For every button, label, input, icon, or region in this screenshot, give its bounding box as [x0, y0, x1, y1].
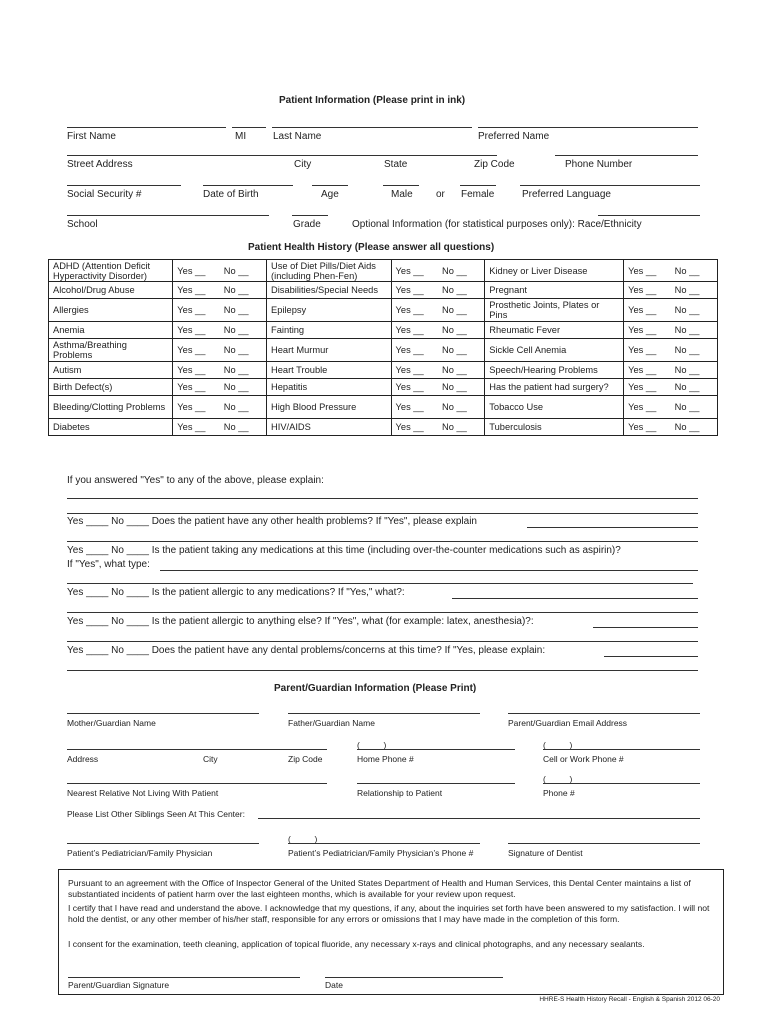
dental-problems-question: Yes ____ No ____ Does the patient have any dental problems/concerns at this time? If "Yes, please explain: [67, 645, 546, 656]
oig-notice: Pursuant to an agreement with the Office of Inspector General of the United States Department of Health and Human Services, this Dental Center maintains a list of substantiated incidents of patient harm over the last eighteen months, which is available for your review upon request. [68, 878, 691, 899]
cell-phone-label: Cell or Work Phone # [543, 754, 624, 764]
consent-statement: I consent for the examination, teeth cleaning, application of topical fluoride, any necessary x-rays and clinical photographs, and any necessary sealants. [68, 939, 645, 949]
guardian-signature-label: Parent/Guardian Signature [68, 980, 170, 990]
no-option[interactable]: No __ [671, 260, 718, 282]
condition-cell: Prosthetic Joints, Plates or Pins [485, 299, 624, 322]
no-option[interactable]: No __ [220, 299, 267, 322]
condition-cell: Diabetes [49, 419, 173, 436]
phone-line[interactable] [555, 155, 698, 156]
relative-label: Nearest Relative Not Living With Patient [67, 788, 219, 798]
med-allergy-line[interactable] [452, 598, 698, 599]
condition-cell: Epilepsy [267, 299, 392, 322]
dentist-signature-label: Signature of Dentist [508, 848, 583, 858]
no-option[interactable]: No __ [671, 299, 718, 322]
guardian-title: Parent/Guardian Information (Please Print) [274, 683, 477, 694]
yes-option[interactable]: Yes __ [391, 322, 438, 339]
patient-info-title: Patient Information (Please print in ink) [279, 95, 466, 106]
female-line[interactable] [460, 185, 496, 186]
mi-line[interactable] [232, 127, 266, 128]
zip-code-label: Zip Code [474, 159, 515, 170]
table-row [49, 396, 718, 419]
relationship-label: Relationship to Patient [357, 788, 443, 798]
home-paren: (_____) [357, 740, 387, 750]
condition-cell: Has the patient had surgery? [485, 379, 624, 396]
yes-option[interactable]: Yes __ [173, 299, 220, 322]
pediatrician-label: Patient’s Pediatrician/Family Physician [67, 848, 213, 858]
yes-option[interactable]: Yes __ [624, 396, 671, 419]
dental-problems-line-2[interactable] [67, 670, 698, 671]
siblings-line[interactable] [258, 818, 700, 819]
guardian-address-label: Address [67, 754, 99, 764]
state-label: State [384, 159, 408, 170]
last-name-line[interactable] [272, 127, 472, 128]
yes-option[interactable]: Yes __ [624, 339, 671, 362]
last-name-label: Last Name [273, 131, 322, 142]
date-label: Date [325, 980, 343, 990]
ssn-label: Social Security # [67, 189, 142, 200]
condition-cell: Use of Diet Pills/Diet Aids (including Phen-Fen) [267, 260, 392, 282]
no-option[interactable]: No __ [671, 362, 718, 379]
yes-option[interactable]: Yes __ [173, 379, 220, 396]
date-line[interactable] [325, 977, 503, 978]
dob-label: Date of Birth [203, 189, 259, 200]
preferred-language-label: Preferred Language [522, 189, 611, 200]
no-option[interactable]: No __ [220, 362, 267, 379]
no-option[interactable]: No __ [438, 379, 485, 396]
yes-option[interactable]: Yes __ [391, 419, 438, 436]
table-row [49, 362, 718, 379]
condition-cell: Hepatitis [267, 379, 392, 396]
condition-cell: HIV/AIDS [267, 419, 392, 436]
other-allergy-line-2[interactable] [67, 641, 698, 642]
yes-option[interactable]: Yes __ [624, 282, 671, 299]
other-allergy-line[interactable] [593, 627, 698, 628]
yes-option[interactable]: Yes __ [391, 299, 438, 322]
dentist-signature-line[interactable] [508, 843, 700, 844]
school-line[interactable] [67, 215, 269, 216]
yes-option[interactable]: Yes __ [173, 396, 220, 419]
no-option[interactable]: No __ [220, 282, 267, 299]
cell-paren: (_____) [543, 740, 573, 750]
table-row [49, 260, 718, 282]
father-label: Father/Guardian Name [288, 718, 375, 728]
med-allergy-line-2[interactable] [67, 612, 698, 613]
no-option[interactable]: No __ [438, 419, 485, 436]
condition-cell: Anemia [49, 322, 173, 339]
yes-option[interactable]: Yes __ [173, 362, 220, 379]
no-option[interactable]: No __ [220, 379, 267, 396]
footer-code: HHRE-S Health History Recall - English & Spanish 2012 06-20 [539, 996, 720, 1003]
email-label: Parent/Guardian Email Address [508, 718, 628, 728]
preferred-name-label: Preferred Name [478, 131, 550, 142]
no-option[interactable]: No __ [220, 419, 267, 436]
or-label: or [436, 189, 445, 200]
condition-cell: Autism [49, 362, 173, 379]
medications-line-2[interactable] [67, 583, 693, 584]
yes-option[interactable]: Yes __ [391, 379, 438, 396]
yes-option[interactable]: Yes __ [391, 396, 438, 419]
condition-cell: Heart Murmur [267, 339, 392, 362]
condition-cell: Heart Trouble [267, 362, 392, 379]
female-label: Female [461, 189, 495, 200]
condition-cell: Tobacco Use [485, 396, 624, 419]
yes-option[interactable]: Yes __ [624, 299, 671, 322]
history-title: Patient Health History (Please answer all questions) [248, 242, 495, 253]
street-address-label: Street Address [67, 159, 133, 170]
language-line[interactable] [520, 185, 700, 186]
mother-label: Mother/Guardian Name [67, 718, 156, 728]
yes-option[interactable]: Yes __ [624, 379, 671, 396]
explain-line-1[interactable] [67, 498, 698, 499]
table-row [49, 299, 718, 322]
cell-phone-line[interactable] [543, 749, 700, 750]
condition-cell: Kidney or Liver Disease [485, 260, 624, 282]
guardian-signature-line[interactable] [68, 977, 300, 978]
no-option[interactable]: No __ [438, 396, 485, 419]
yes-option[interactable]: Yes __ [173, 282, 220, 299]
yes-option[interactable]: Yes __ [391, 260, 438, 282]
no-option[interactable]: No __ [438, 322, 485, 339]
no-option[interactable]: No __ [438, 282, 485, 299]
no-option[interactable]: No __ [671, 379, 718, 396]
mi-label: MI [235, 131, 247, 142]
explain-line-2[interactable] [67, 513, 698, 514]
condition-cell: High Blood Pressure [267, 396, 392, 419]
ped-paren: (_____) [288, 834, 318, 844]
ped-phone-line[interactable] [288, 843, 480, 844]
siblings-label: Please List Other Siblings Seen At This Center: [67, 809, 245, 819]
explain-prompt: If you answered "Yes" to any of the above, please explain: [67, 475, 324, 486]
yes-option[interactable]: Yes __ [173, 339, 220, 362]
yes-option[interactable]: Yes __ [624, 419, 671, 436]
table-row [49, 419, 718, 436]
condition-cell: Bleeding/Clotting Problems [49, 396, 173, 419]
other-allergy-question: Yes ____ No ____ Is the patient allergic to anything else? If "Yes", what (for example: latex, anesthesia)?: [67, 616, 534, 627]
race-line[interactable] [598, 215, 700, 216]
no-option[interactable]: No __ [438, 362, 485, 379]
condition-cell: Fainting [267, 322, 392, 339]
no-option[interactable]: No __ [438, 339, 485, 362]
condition-cell: Birth Defect(s) [49, 379, 173, 396]
dob-line[interactable] [203, 185, 293, 186]
guardian-city-label: City [203, 754, 218, 764]
yes-option[interactable]: Yes __ [391, 362, 438, 379]
guardian-zip-label: Zip Code [288, 754, 323, 764]
condition-cell: Tuberculosis [485, 419, 624, 436]
yes-option[interactable]: Yes __ [173, 322, 220, 339]
grade-label: Grade [293, 219, 321, 230]
condition-cell: Asthma/Breathing Problems [49, 339, 173, 362]
optional-info-label: Optional Information (for statistical purposes only): Race/Ethnicity [352, 219, 642, 230]
no-option[interactable]: No __ [671, 396, 718, 419]
other-problems-question: Yes ____ No ____ Does the patient have any other health problems? If "Yes", please explain [67, 516, 477, 527]
grade-line[interactable] [292, 215, 328, 216]
condition-cell: Alcohol/Drug Abuse [49, 282, 173, 299]
relative-line[interactable] [67, 783, 327, 784]
address-line[interactable] [67, 155, 497, 156]
yes-option[interactable]: Yes __ [391, 339, 438, 362]
condition-cell: Pregnant [485, 282, 624, 299]
medications-type-label: If "Yes", what type: [67, 559, 150, 570]
yes-option[interactable]: Yes __ [624, 362, 671, 379]
age-line[interactable] [312, 185, 348, 186]
condition-cell: Rheumatic Fever [485, 322, 624, 339]
condition-cell: Disabilities/Special Needs [267, 282, 392, 299]
medications-question: Yes ____ No ____ Is the patient taking any medications at this time (including over-the-counter medications such as aspirin)? [67, 545, 621, 556]
table-row [49, 339, 718, 362]
relative-phone-label: Phone # [543, 788, 575, 798]
male-label: Male [391, 189, 413, 200]
yes-option[interactable]: Yes __ [173, 419, 220, 436]
home-phone-line[interactable] [357, 749, 515, 750]
medications-type-line[interactable] [160, 570, 698, 571]
table-row [49, 322, 718, 339]
first-name-label: First Name [67, 131, 116, 142]
first-name-line[interactable] [67, 127, 226, 128]
address-guardian-line[interactable] [67, 749, 327, 750]
condition-cell: Speech/Hearing Problems [485, 362, 624, 379]
other-problems-line-2[interactable] [67, 541, 698, 542]
health-history-table [48, 259, 718, 436]
mother-line[interactable] [67, 713, 259, 714]
no-option[interactable]: No __ [438, 260, 485, 282]
phone-number-label: Phone Number [565, 159, 633, 170]
relative-phone-line[interactable] [543, 783, 700, 784]
ssn-line[interactable] [67, 185, 181, 186]
dental-problems-line[interactable] [604, 656, 698, 657]
no-option[interactable]: No __ [220, 339, 267, 362]
table-row [49, 282, 718, 299]
no-option[interactable]: No __ [220, 396, 267, 419]
relationship-line[interactable] [357, 783, 515, 784]
age-label: Age [321, 189, 339, 200]
table-row [49, 379, 718, 396]
email-line[interactable] [508, 713, 700, 714]
no-option[interactable]: No __ [671, 419, 718, 436]
no-option[interactable]: No __ [671, 339, 718, 362]
no-option[interactable]: No __ [671, 282, 718, 299]
relative-paren: (_____) [543, 774, 573, 784]
ped-phone-label: Patient’s Pediatrician/Family Physician’s Phone # [288, 848, 474, 858]
pediatrician-line[interactable] [67, 843, 259, 844]
certify-statement: I certify that I have read and understand the above. I acknowledge that my questions, if any, about the inquiries set forth have been answered to my satisfaction. I will not hold the dentist, or any other member of his/her staff, responsible for any errors or omissions that I may have made in the completion of this form. [68, 903, 710, 924]
home-phone-label: Home Phone # [357, 754, 414, 764]
yes-option[interactable]: Yes __ [391, 282, 438, 299]
condition-cell: Allergies [49, 299, 173, 322]
other-problems-line[interactable] [527, 527, 698, 528]
yes-option[interactable]: Yes __ [624, 322, 671, 339]
condition-cell: Sickle Cell Anemia [485, 339, 624, 362]
condition-cell: ADHD (Attention Deficit Hyperactivity Disorder) [49, 260, 173, 282]
yes-option[interactable]: Yes __ [624, 260, 671, 282]
no-option[interactable]: No __ [220, 260, 267, 282]
father-line[interactable] [288, 713, 480, 714]
no-option[interactable]: No __ [438, 299, 485, 322]
city-label: City [294, 159, 312, 170]
preferred-name-line[interactable] [478, 127, 698, 128]
consent-box [58, 869, 724, 995]
no-option[interactable]: No __ [220, 322, 267, 339]
male-line[interactable] [383, 185, 419, 186]
school-label: School [67, 219, 98, 230]
no-option[interactable]: No __ [671, 322, 718, 339]
yes-option[interactable]: Yes __ [173, 260, 220, 282]
med-allergy-question: Yes ____ No ____ Is the patient allergic to any medications? If "Yes," what?: [67, 587, 405, 598]
